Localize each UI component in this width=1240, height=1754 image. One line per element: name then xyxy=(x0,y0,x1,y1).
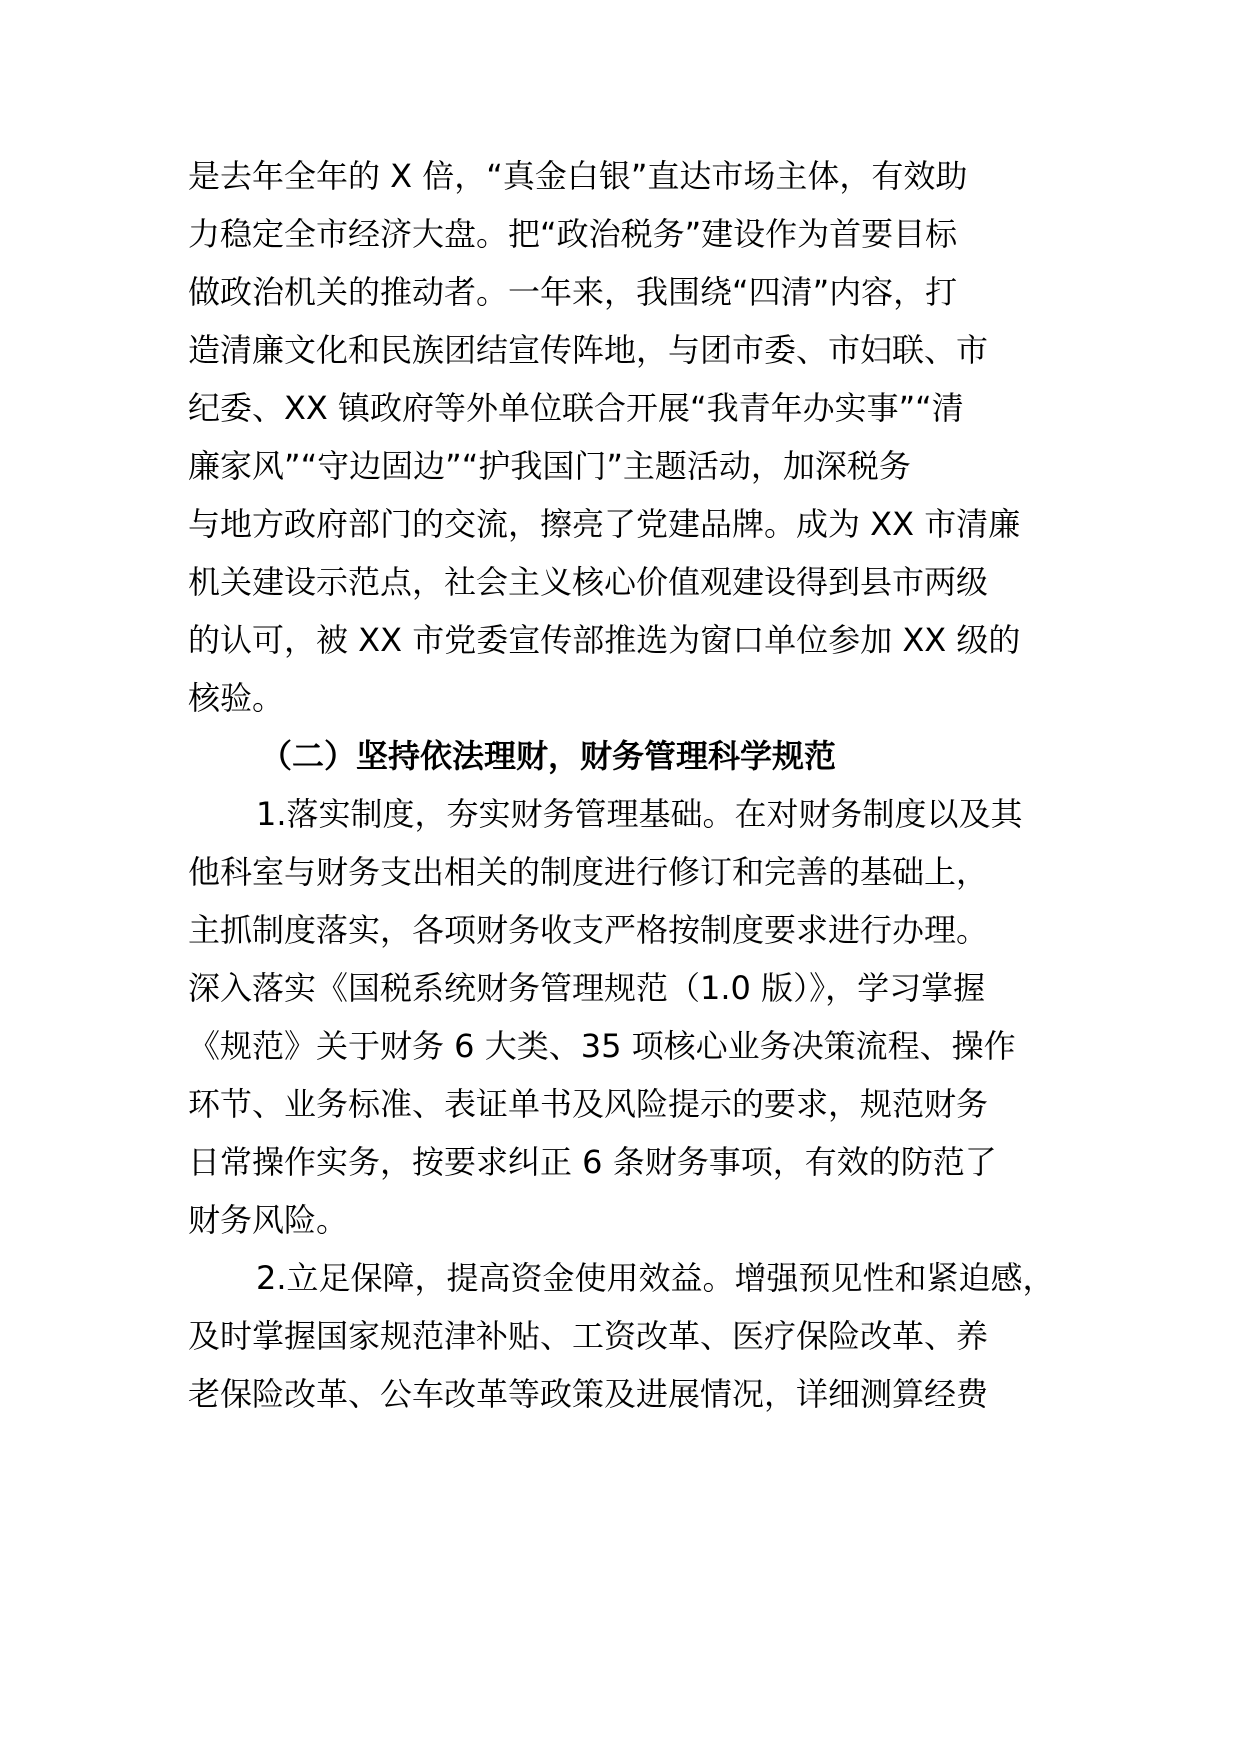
text-line: 与地方政府部门的交流，擦亮了党建品牌。成为 XX 市清廉 xyxy=(188,505,1021,543)
paragraph-first-line: 1.落实制度，夯实财务管理基础。在对财务制度以及其 xyxy=(256,795,1023,833)
text-line: 环节、业务标准、表证单书及风险提示的要求，规范财务 xyxy=(188,1085,989,1123)
text-line: 造清廉文化和民族团结宣传阵地，与团市委、市妇联、市 xyxy=(188,331,989,369)
paragraph-first-line: 2.立足保障，提高资金使用效益。增强预见性和紧迫感， xyxy=(256,1259,1055,1297)
text-line: 做政治机关的推动者。一年来，我围绕“四清”内容，打 xyxy=(188,273,958,311)
text-line: 主抓制度落实，各项财务收支严格按制度要求进行办理。 xyxy=(188,911,989,949)
text-line: 老保险改革、公车改革等政策及进展情况，详细测算经费 xyxy=(188,1375,989,1413)
text-line: 廉家风”“守边固边”“护我国门”主题活动，加深税务 xyxy=(188,447,911,485)
text-line: 核验。 xyxy=(188,679,285,717)
text-line: 力稳定全市经济大盘。把“政治税务”建设作为首要目标 xyxy=(188,215,958,253)
text-line: 的认可，被 XX 市党委宣传部推选为窗口单位参加 XX 级的 xyxy=(188,621,1021,659)
text-line: 财务风险。 xyxy=(188,1201,349,1239)
text-line: 深入落实《国税系统财务管理规范（1.0 版）》，学习掌握 xyxy=(188,969,986,1007)
text-line: 日常操作实务，按要求纠正 6 条财务事项，有效的防范了 xyxy=(188,1143,997,1181)
text-line: 纪委、XX 镇政府等外单位联合开展“我青年办实事”“清 xyxy=(188,389,964,427)
text-line: 及时掌握国家规范津补贴、工资改革、医疗保险改革、养 xyxy=(188,1317,989,1355)
text-line: 《规范》关于财务 6 大类、35 项核心业务决策流程、操作 xyxy=(188,1027,1016,1065)
section-heading: （二）坚持依法理财，财务管理科学规范 xyxy=(260,737,837,775)
text-line: 他科室与财务支出相关的制度进行修订和完善的基础上， xyxy=(188,853,989,891)
text-line: 机关建设示范点，社会主义核心价值观建设得到县市两级 xyxy=(188,563,989,601)
text-line: 是去年全年的 X 倍，“真金白银”直达市场主体，有效助 xyxy=(188,157,968,195)
